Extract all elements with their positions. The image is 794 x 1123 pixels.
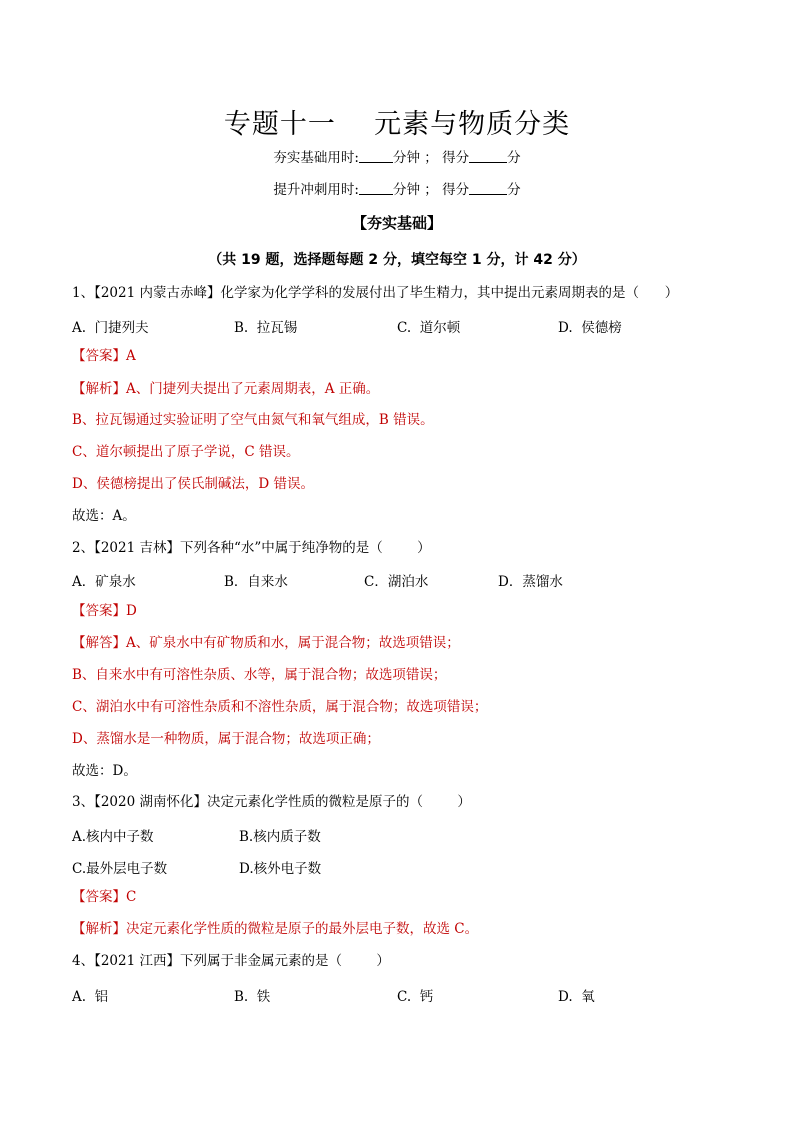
score-label: 分钟 ； 得分 xyxy=(392,150,470,166)
q4-option-a: A. 铝 xyxy=(72,989,109,1005)
answer-value: A xyxy=(126,348,136,364)
time-label: 夯实基础用时: xyxy=(273,150,359,166)
q3-answer xyxy=(72,888,136,906)
q2-analysis-line: D、蒸馏水是一种物质，属于混合物；故选项正确； xyxy=(72,731,380,747)
time-blank xyxy=(359,182,393,195)
question-1-stem: 1、【2021 内蒙古赤峰】化学家为化学学科的发展付出了毕生精力，其中提出元素周期表的是（ ） xyxy=(72,285,679,301)
q2-answer xyxy=(72,602,137,620)
time-label: 提升冲刺用时: xyxy=(273,182,359,198)
section-note: （共 19 题，选择题每题 2 分，填空每空 1 分，计 42 分） xyxy=(208,252,586,268)
q4-option-c: C. 钙 xyxy=(397,989,434,1005)
score-unit: 分 xyxy=(507,182,521,198)
score-blank xyxy=(469,150,507,163)
analysis-text: A、矿泉水中有矿物质和水，属于混合物；故选项错误； xyxy=(126,635,460,651)
analysis-tag: 【解析】 xyxy=(72,381,126,397)
q2-option-d: D．蒸馏水 xyxy=(498,574,563,590)
q4-option-b: B. 铁 xyxy=(234,989,271,1005)
analysis-tag: 【解析】 xyxy=(72,921,126,937)
time-row-advanced xyxy=(0,178,794,198)
answer-tag: 【答案】 xyxy=(72,603,126,619)
q3-analysis xyxy=(72,920,478,938)
q1-analysis-line: D、侯德榜提出了侯氏制碱法，D 错误。 xyxy=(72,476,314,492)
question-3-stem: 3、【2020 湖南怀化】决定元素化学性质的微粒是原子的（ ） xyxy=(72,794,471,810)
analysis-text: 决定元素化学性质的微粒是原子的最外层电子数，故选 C。 xyxy=(126,921,479,937)
q2-option-c: C．湖泊水 xyxy=(364,574,429,590)
q2-option-b: B．自来水 xyxy=(224,574,288,590)
q1-option-b: B. 拉瓦锡 xyxy=(234,320,298,336)
question-4-stem: 4、【2021 江西】下列属于非金属元素的是（ ） xyxy=(72,953,390,969)
q2-conclusion: 故选：D。 xyxy=(72,763,137,779)
q3-option-c: C.最外层电子数 xyxy=(72,861,168,877)
analysis-tag: 【解答】 xyxy=(72,635,126,651)
time-row-basic xyxy=(0,146,794,166)
q3-option-a: A.核内中子数 xyxy=(72,829,154,845)
analysis-text: A、门捷列夫提出了元素周期表，A 正确。 xyxy=(126,381,380,397)
score-label: 分钟 ； 得分 xyxy=(392,182,470,198)
answer-tag: 【答案】 xyxy=(72,348,126,364)
q1-analysis-line: C、道尔顿提出了原子学说，C 错误。 xyxy=(72,444,300,460)
answer-tag: 【答案】 xyxy=(72,889,126,905)
time-blank xyxy=(359,150,393,163)
answer-value: D xyxy=(126,603,137,619)
page-title: 专题十一 元素与物质分类 xyxy=(223,109,571,140)
score-blank xyxy=(469,182,507,195)
section-heading: 【夯实基础】 xyxy=(351,214,442,232)
q1-option-c: C. 道尔顿 xyxy=(397,320,461,336)
q4-option-d: D. 氧 xyxy=(558,989,595,1005)
q1-analysis xyxy=(72,380,379,398)
q3-option-b: B.核内质子数 xyxy=(239,829,321,845)
q3-option-d: D.核外电子数 xyxy=(239,861,322,877)
question-2-stem: 2、【2021 吉林】下列各种“水”中属于纯净物的是（ ） xyxy=(72,540,431,556)
q2-option-a: A．矿泉水 xyxy=(72,574,136,590)
q1-answer xyxy=(72,347,136,365)
q2-analysis-line: C、湖泊水中有可溶性杂质和不溶性杂质，属于混合物；故选项错误； xyxy=(72,699,488,715)
q1-option-a: A. 门捷列夫 xyxy=(72,320,149,336)
q1-analysis-line: B、拉瓦锡通过实验证明了空气由氮气和氧气组成，B 错误。 xyxy=(72,412,434,428)
answer-value: C xyxy=(126,889,137,905)
score-unit: 分 xyxy=(507,150,521,166)
q2-analysis-line: B、自来水中有可溶性杂质、水等，属于混合物；故选项错误； xyxy=(72,667,447,683)
q1-conclusion: 故选：A。 xyxy=(72,508,136,524)
q1-option-d: D. 侯德榜 xyxy=(558,320,622,336)
q2-analysis xyxy=(72,634,460,652)
